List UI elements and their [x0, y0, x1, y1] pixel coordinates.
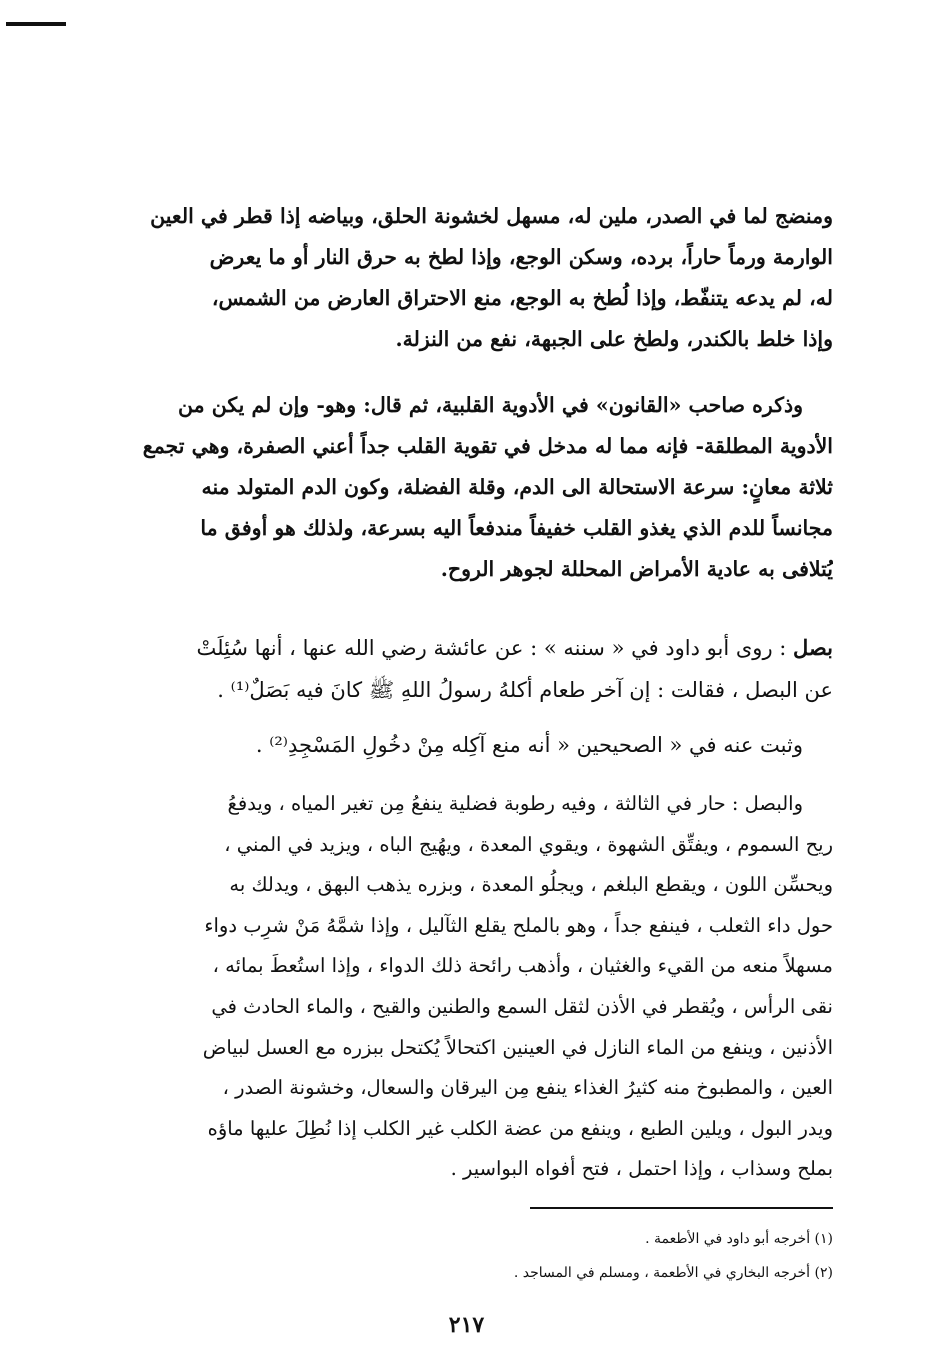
- footnote-2: (٢) أخرجه البخاري في الأطعمة ، ومسلم في المساجد .: [513, 1265, 833, 1281]
- text-line: نقى الرأس ، ويُقطر في الأذن لثقل السمع والطنين والقيح ، والماء الحادث في: [211, 994, 833, 1018]
- text-line: ريح السموم ، ويفتِّق الشهوة ، ويقوي المعدة ، ويهُيج الباه ، ويزيد في المني ،: [224, 832, 833, 856]
- text-line: ثلاثة معانٍ: سرعة الاستحالة الى الدم، وقلة الفضلة، وكون الدم المتولد منه: [201, 475, 833, 499]
- text-line: الوارمة ورماً حاراً، برده، وسكن الوجع، وإذا لطخ به حرق النار أو ما يعرض: [209, 245, 833, 269]
- footnotes: [400, 1222, 833, 1290]
- text-line: وذكره صاحب «القانون» في الأدوية القلبية، ثم قال: وهو- وإن لم يكن من: [178, 393, 803, 417]
- text-line: مسهلاً منعه من القيء والغثيان ، وأذهب رائحة ذلك الدواء ، وإذا استُعطَ بمائه ،: [212, 954, 833, 978]
- text-line: ويحسِّن اللون ، ويقطع البلغم ، ويجلُو المعدة ، وبزره يذهب البهق ، ويدلك به: [229, 873, 833, 897]
- paragraph-onion-properties: [103, 784, 833, 1190]
- text-line: : روى أبو داود في « سننه » : عن عائشة رضي الله عنها ، أنها سُئِلَتْ: [196, 636, 787, 660]
- text-line: وثبت عنه في « الصحيحين « أنه منع آكِله مِنْ دخُولِ المَسْجِدِ⁽²⁾ .: [255, 733, 803, 757]
- text-line: عن البصل ، فقالت : إن آخر طعام أكلهُ رسولُ اللهِ ﷺ كانَ فيه بَصَلٌ⁽¹⁾ .: [217, 678, 833, 702]
- paragraph-sahihain: [103, 724, 833, 766]
- page-number: ٢١٧: [448, 1312, 485, 1338]
- paragraph-onion-hadith: [103, 627, 833, 711]
- text-line: وإذا خلط بالكندر، ولطخ على الجبهة، نفع من النزلة.: [395, 327, 833, 351]
- text-line: بملح وسذاب ، وإذا احتمل ، فتح أفواه البواسير .: [450, 1157, 833, 1181]
- top-edge-rule: [6, 22, 66, 26]
- footnote-separator: [530, 1207, 833, 1209]
- text-line: الأدوية المطلقة- فإنه مما له مدخل في تقوية القلب جداً أعني الصفرة، وهي تجمع: [142, 434, 833, 458]
- footnote-1: (١) أخرجه أبو داود في الأطعمة .: [645, 1231, 833, 1247]
- text-line: يُتلافى به عادية الأمراض المحللة لجوهر الروح.: [440, 557, 833, 581]
- text-line: والبصل : حار في الثالثة ، وفيه رطوبة فضلية ينفعُ مِن تغير المياه ، ويدفعُ: [227, 792, 803, 815]
- text-line: مجانساً للدم الذي يغذو القلب خفيفاً مندفعاً اليه بسرعة، ولذلك هو أوفق ما: [200, 516, 833, 540]
- text-line: الأذنين ، وينفع من الماء النازل في العينين اكتحالاً يُكتحل ببزره مع العسل لبياض: [202, 1035, 833, 1059]
- text-line: العين ، والمطبوخ منه كثيرُ الغذاء ينفع مِن اليرقان والسعال، وخشونة الصدر ،: [222, 1076, 833, 1100]
- paragraph-qanun-quote: [103, 385, 833, 590]
- entry-heading: بصل: [793, 635, 833, 660]
- text-line: حول داء الثعلب ، فينفع جداً ، وهو بالملح يقلع الثآليل ، وإذا شمَّهُ مَنْ شرِب دواء: [204, 913, 833, 937]
- text-line: له، لم يدعه يتنفّط، وإذا لُطخ به الوجع، منع الاحتراق العارض من الشمس،: [211, 286, 833, 310]
- text-line: ومنضج لما في الصدر، ملين له، مسهل لخشونة الحلق، وبياضه إذا قطر في العين: [150, 204, 833, 228]
- text-line: ويدر البول ، ويلين الطبع ، وينفع من عضة الكلب غير الكلب إذا نُطِلَ عليها ماؤه: [207, 1116, 833, 1140]
- paragraph-egg-properties: [103, 196, 833, 360]
